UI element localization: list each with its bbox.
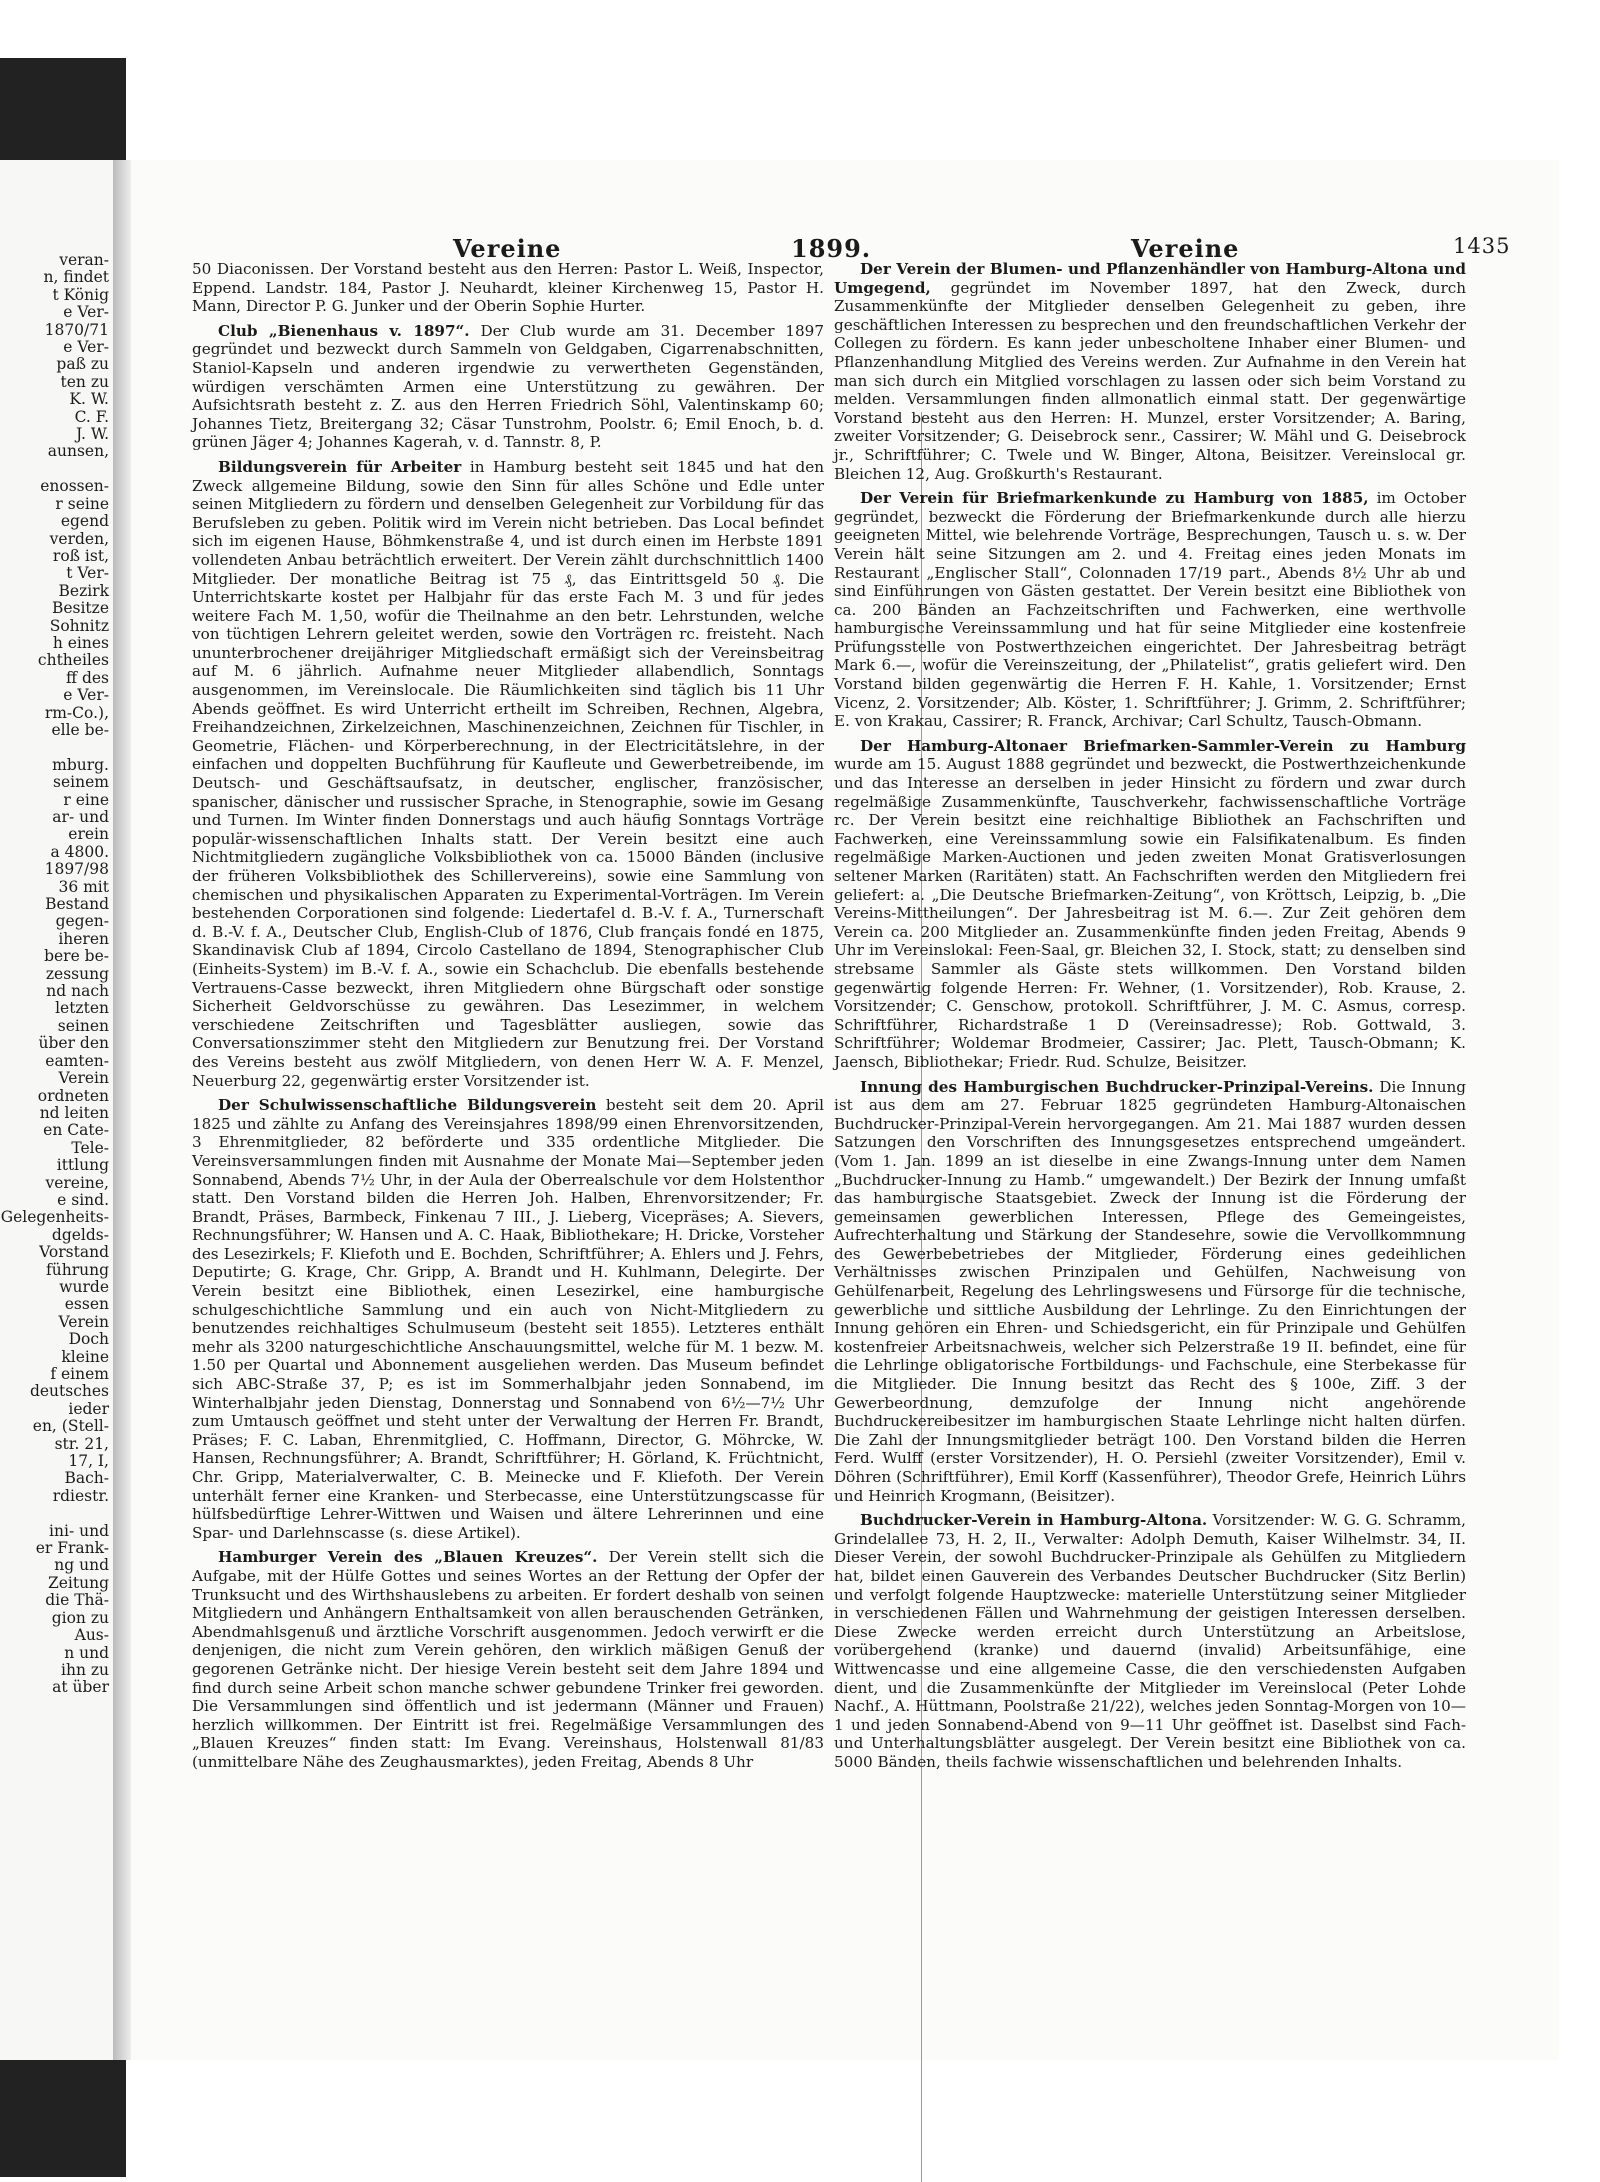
association-description: besteht seit dem 20. April 1825 und zählte zu Anfang des Vereinsjahres 1898/99 einen Ehrenvorsitzenden, 3 Ehrenmitglieder, 82 beförderte und 335 ordentliche Mitglieder. Die Vereinsversammlungen finden mit Ausnahme der Monate Mai—September jeden Sonnabend, Abends 7½ Uhr, in der Aula der Oberrealschule vor dem Holstenthor statt. Den Vorstand bilden die Herren Joh. Halben, Ehrenvorsitzender; Fr. Brandt, Präses, Barmbeck, Finkenau 7 III., J. Lieberg, Vicepräses; A. Sievers, Rechnungsführer; W. Hansen und A. C. Haak, Bibliothekare; H. Dricke, Vorsteher des Lesezirkels; F. Kliefoth und E. Bochden, Schriftführer; A. Ehlers und J. Fehrs, Deputirte; G. Krage, Chr. Gripp, A. Brandt und H. Kuhlmann, Delegirte. Der Verein besitzt eine Bibliothek, einen Lesezirkel, eine hamburgische schulgeschichtliche Sammlung und ein auch von Nicht-Mitgliedern zu benutzendes reichhaltiges Schulmuseum (besteht seit 1855). Letzteres enthält mehr als 3200 naturgeschichtliche Anschauungsmittel, welche für M. 1 bezw. M. 1.50 per Quartal und Abonnement ausgeliehen werden. Das Museum befindet sich ABC-Straße 37, P; es ist im Sommerhalbjahr jeden Sonnabend, im Winterhalbjahr jeden Dienstag, Donnerstag und Sonnabend von 6½—7½ Uhr zum Umtausch geöffnet und steht unter der Verwaltung der Herren Fr. Brandt, Präses; F. C. Laban, Ehrenmitglied, C. Hoffmann, Director, G. Möhrcke, W. Hansen, Rechnungsführer; A. Brandt, Schriftführer; H. Görland, K. Früchtnicht, Chr. Gripp, Materialverwalter, C. B. Meinecke und F. Kliefoth. Der Verein unterhält ferner eine Kranken- und Sterbecasse, eine Unterstützungscasse für hülfsbedürftige Lehrer-Wittwen und Waisen und ältere Lehrerinnen und eine Spar- und Darlehnscasse (s. diese Artikel).: [192, 1096, 825, 1542]
facing-page-line: Bezirk: [58, 581, 109, 600]
association-name: Bildungsverein für Arbeiter: [218, 457, 462, 476]
facing-page-line: chtheiles: [37, 651, 109, 670]
facing-page-line: [0, 461, 113, 478]
header-right-title: Vereine: [1131, 234, 1240, 263]
association-entry-buchdrucker-innung: [834, 1078, 1466, 1506]
facing-page-line: Vorstand: [39, 1243, 109, 1262]
facing-page-line: ar- und: [52, 808, 109, 826]
facing-page-line: Sohnitz: [49, 616, 109, 635]
association-name: Innung des Hamburgischen Buchdrucker-Prinzipal-Vereins.: [860, 1077, 1374, 1096]
facing-page-line: Zeitung: [47, 1573, 109, 1592]
right-text-column: [834, 260, 1466, 1778]
facing-page-line: mburg.: [52, 755, 109, 774]
association-description: Die Innung ist aus dem am 27. Februar 1825 gegründeten Hamburg-Altonaischen Buchdrucker-Prinzipal-Verein hervorgegangen. Am 21. Mai 1887 wurden dessen Satzungen den Vorschriften des Innungsgesetzes entsprechend umgeändert. (Vom 1. Jan. 1899 an ist dieselbe in eine Zwangs-Innung unter dem Namen „Buchdrucker-Innung zu Hamb.“ umgewandelt.) Der Bezirk der Innung umfaßt das hamburgische Staatsgebiet. Zweck der Innung ist die Förderung der gemeinsamen gewerblichen Interessen, Pflege des Gemeingeistes, Aufrechterhaltung und Stärkung der Standesehre, sowie die Vervollkommnung des Gewerbebetriebes der Mitglieder, Förderung eines gedeihlichen Verhältnisses zwischen Prinzipalen und Gehülfen, Nachweisung von Gehülfenarbeit, Regelung des Lehrlingswesens und Fürsorge für die technische, gewerbliche und sittliche Ausbildung der Lehrlinge. Zu den Einrichtungen der Innung gehören ein Ehren- und Schiedsgericht, ein für Prinzipale und Gehülfen kostenfreier Arbeitsnachweis, welcher sich Pelzerstraße 19 II. befindet, eine für die Lehrlinge obligatorische Fortbildungs- und Fachschule, eine Sterbekasse für die Mitglieder. Die Innung besitzt das Recht des § 100e, Ziff. 3 der Gewerbeordnung, demzufolge der Innung nicht angehörende Buchdruckereibesitzer im hamburgischen Staate Lehrlinge nicht halten dürfen. Die Zahl der Innungsmitglieder beträgt 100. Den Vorstand bilden die Herren Ferd. Wulff (erster Vorsitzender), H. O. Persiehl (zweiter Vorsitzender), Emil v. Döhren (Schriftführer), Emil Korff (Kassenführer), Theodor Grefe, Heinrich Lührs und Heinrich Krogmann, (Beisitzer).: [834, 1077, 1466, 1505]
association-name: Der Schulwissenschaftliche Bildungsverein: [218, 1096, 597, 1115]
facing-page-line: n und: [64, 1643, 109, 1662]
facing-page-line: gegen-: [55, 912, 109, 931]
facing-page-line: dgelds-: [51, 1225, 109, 1244]
facing-page-line: elle be-: [51, 720, 109, 739]
facing-page-line: egend: [60, 512, 109, 531]
association-description: in Hamburg besteht seit 1845 und hat den Zweck allgemeine Bildung, sowie den Sinn für alles Schöne und Edle unter seinen Mitgliedern zu fördern und denselben Gelegenheit zur Vorbildung für das Berufsleben zu geben. Politik wird im Verein nicht betrieben. Das Local befindet sich im eigenen Hause, Böhmkenstraße 4, und ist durch einen im Herbste 1891 vollendeten Anbau beträchtlich erweitert. Der Verein zählt durchschnittlich 1400 Mitglieder. Der monatliche Beitrag ist 75 ₰, das Eintrittsgeld 50 ₰. Die Unterrichtskarte kostet per Halbjahr für das erste Fach M. 3 und für jedes weitere Fach M. 1,50, wofür die Theilnahme an den betr. Lehrstunden, welche von tüchtigen Lehrern geleitet werden, sowie den Vorträgen rc. freisteht. Nach ununterbrochener dreijähriger Mitgliedschaft ermäßigt sich der Vereinsbeitrag auf M. 6 jährlich. Aufnahme neuer Mitglieder allabendlich, Sonntags ausgenommen, im Vereinslocale. Die Räumlichkeiten sind täglich bis 11 Uhr Abends geöffnet. Es wird Unterricht ertheilt im Schreiben, Rechnen, Algebra, Freihandzeichnen, Zirkelzeichnen, Maschinenzeichnen, Zeichnen für Tischler, in Geometrie, Flächen- und Körperberechnung, in der Electricitätslehre, in der einfachen und doppelten Buchführung für Kaufleute und Gewerbetreibende, im Deutsch- und Geschäftsaufsatz, in deutscher, englischer, französischer, spanischer, dänischer und russischer Sprache, in Stenographie, sowie im Gesang und Turnen. Im Winter finden Donnerstags und auch häufig Sonntags Vorträge populär-wissenschaftlichen Inhalts statt. Der Verein besitzt eine auch Nichtmitgliedern zugängliche Volksbibliothek von ca. 15000 Bänden (inclusive der früheren Volksbibliothek des Schillervereins), sowie eine Sammlung von chemischen und physikalischen Apparaten zu Experimental-Vorträgen. Im Verein bestehenden Corporationen sind folgende: Liedertafel d. B.-V. f. A., Turnerschaft d. B.-V. f. A., Deutscher Club, English-Club of 1876, Club français fondé en 1875, Skandinavisk Club af 1894, Circolo Castellano de 1894, Stenographischer Club (Einheits-System) im B.-V. f. A., sowie ein Schachclub. Die ebenfalls bestehende Vertrauens-Casse bezweckt, ihren Mitgliedern ohne Bürgschaft oder sonstige Sicherheit Geldvorschüsse zu gewähren. Das Lesezimmer, in welchem verschiedene Zeitschriften und Tagesblätter ausliegen, sowie das Conversationszimmer steht den Mitgliedern zur Benutzung frei. Der Vorstand des Vereins besteht aus zwölf Mitgliedern, von denen Herr W. A. F. Menzel, Neuerburg 22, gegenwärtig erster Vorsitzender ist.: [192, 457, 824, 1090]
association-description: Vorsitzender: W. G. G. Schramm, Grindelallee 73, H. 2, II., Verwalter: Adolph Demuth, Kaiser Wilhelmstr. 34, II. Dieser Verein, der sowohl Buchdrucker-Prinzipale als Gehülfen zu Mitgliedern hat, bildet einen Gauverein des Verbandes Deutscher Buchdrucker (Sitz Berlin) und verfolgt folgende Hauptzwecke: materielle Unterstützung seiner Mitglieder in verschiedenen Fällen und Wahrnehmung der geistigen Interessen derselben. Diese Zwecke werden erreicht durch Unterstützung an Arbeitslose, vorübergehend (kranke) und dauernd (invalid) Arbeitsunfähige, eine Wittwencasse und eine allgemeine Casse, die den verschiedensten Aufgaben dient, und die Zusammenkünfte der Mitglieder im Vereinslocal (Peter Lohde Nachf., A. Hüttmann, Poolstraße 21/22), welches jeden Sonntag-Morgen von 10—1 und jeden Sonnabend-Abend von 9—11 Uhr geöffnet ist. Daselbst sind Fach- und Unterhaltungsblätter ausgelegt. Der Verein besitzt eine Bibliothek von ca. 5000 Bänden, theils fachwie wissenschaftlichen und belehrenden Inhalts.: [834, 1511, 1467, 1771]
facing-page-line: t Ver-: [66, 564, 109, 583]
association-name: Hamburger Verein des „Blauen Kreuzes“.: [218, 1548, 598, 1567]
facing-page-line: 1897/98: [44, 860, 109, 879]
facing-page-line: at über: [52, 1678, 109, 1697]
facing-page-line: über den: [38, 1034, 109, 1053]
facing-page-line: enossen-: [40, 477, 109, 496]
facing-page-line: nd nach: [46, 982, 109, 1001]
facing-page-line: bere be-: [44, 947, 109, 966]
facing-page-line: Verein: [58, 1069, 109, 1088]
association-name: Buchdrucker-Verein in Hamburg-Altona.: [860, 1511, 1208, 1530]
facing-page-fragment: [0, 160, 113, 2060]
facing-page-line: kleine: [61, 1347, 109, 1366]
facing-page-line: ordneten: [37, 1086, 109, 1105]
facing-page-line: ten zu: [60, 372, 109, 391]
facing-page-line: Bach-: [64, 1469, 109, 1488]
facing-page-line: letzten: [55, 999, 109, 1018]
association-entry-diakonissen-cont: [192, 260, 824, 316]
facing-page-line: veran-: [59, 251, 109, 269]
facing-page-line: J. W.: [75, 425, 109, 444]
association-name: Der Verein der Blumen- und Pflanzenhändler von Hamburg-Altona und Umgegend,: [834, 260, 1466, 297]
facing-page-line: nd leiten: [39, 1103, 109, 1122]
association-entry-buchdrucker-verein: [834, 1511, 1466, 1771]
facing-page-line: aunsen,: [47, 442, 109, 461]
scan-top-margin: [0, 0, 1600, 58]
facing-page-line: f einem: [50, 1365, 109, 1383]
page-gutter: [113, 160, 131, 2060]
facing-page-line: essen: [64, 1295, 109, 1314]
facing-page-line: ff des: [66, 668, 109, 687]
facing-page-line: en Cate-: [43, 1121, 109, 1140]
header-year: 1899.: [791, 234, 872, 263]
facing-page-line: gion zu: [51, 1608, 109, 1627]
facing-page-line: roß ist,: [52, 546, 109, 565]
association-entry-bildungsverein: [192, 458, 824, 1090]
facing-page-line: wurde: [59, 1277, 109, 1296]
facing-page-line: Bestand: [45, 895, 109, 914]
facing-page-line: C. F.: [74, 407, 109, 426]
facing-page-line: ini- und: [49, 1521, 109, 1540]
facing-page-line: r seine: [55, 494, 109, 513]
association-entry-blumenhaendler: [834, 260, 1466, 483]
facing-page-line: K. W.: [69, 390, 109, 409]
facing-page-line: seinem: [53, 773, 109, 792]
facing-page-line: [0, 739, 113, 756]
facing-page-line: eamten-: [45, 1051, 109, 1070]
facing-page-line: ittlung: [56, 1156, 109, 1175]
facing-page-line: a 4800.: [50, 842, 109, 861]
association-description: gegründet im November 1897, hat den Zweck, durch Zusammenkünfte der Mitglieder denselben Gelegenheit zu geben, ihre geschäftlichen Interessen zu besprechen und den freundschaftlichen Verkehr der Collegen zu fördern. Es kann jeder unbescholtene Inhaber einer Blumen- und Pflanzenhandlung Mitglied des Vereins werden. Zur Aufnahme in den Verein hat man sich durch ein Mitglied vorschlagen zu lassen oder sich beim Vorstand zu melden. Versammlungen finden allmonatlich einmal statt. Der gegenwärtige Vorstand besteht aus den Herren: H. Munzel, erster Vorsitzender; A. Baring, zweiter Vorsitzender; G. Deisebrock senr., Cassirer; W. Mähl und G. Deisebrock jr., Schriftführer; C. Twele und W. Binger, Altona, Beisitzer. Vereinslocal gr. Bleichen 12, Aug. Großkurth's Restaurant.: [834, 278, 1467, 483]
association-description: 50 Diaconissen. Der Vorstand besteht aus den Herren: Pastor L. Weiß, Inspector, Eppend. Landstr. 184, Pastor J. Neuhardt, kleiner Kirchenweg 15, Pastor H. Mann, Director P. G. Junker und der Oberin Sophie Hurter.: [192, 260, 824, 316]
facing-page-line: 36 mit: [58, 877, 109, 896]
facing-page-line: 1870/71: [44, 320, 109, 339]
association-entry-briefmarken-sammler: [834, 737, 1466, 1072]
association-name: Der Verein für Briefmarkenkunde zu Hamburg von 1885,: [860, 489, 1369, 508]
facing-page-line: rdiestr.: [52, 1486, 109, 1505]
facing-page-line: ihn zu: [61, 1660, 109, 1679]
left-text-column: [192, 260, 824, 1778]
facing-page-line: Doch: [68, 1330, 109, 1349]
facing-page-line: ng und: [54, 1556, 109, 1575]
facing-page-line: t König: [52, 285, 109, 304]
association-name: Club „Bienenhaus v. 1897“.: [218, 321, 470, 340]
facing-page-line: Besitze: [51, 599, 109, 618]
facing-page-line: deutsches: [29, 1382, 109, 1401]
facing-page-line: seinen: [57, 1016, 109, 1035]
facing-page-line: e sind.: [57, 1190, 109, 1209]
association-entry-blaues-kreuz: [192, 1548, 824, 1771]
header-left-title: Vereine: [453, 234, 562, 263]
facing-page-line: e Ver-: [63, 686, 109, 705]
facing-page-line: ieder: [68, 1399, 109, 1418]
facing-page-line: vereine,: [45, 1173, 109, 1192]
facing-page-line: zessung: [45, 964, 109, 983]
association-entry-briefmarkenkunde: [834, 489, 1466, 731]
facing-page-line: en, (Stell-: [32, 1417, 109, 1436]
facing-page-line: 17, I,: [68, 1452, 109, 1471]
association-entry-bienenhaus: [192, 322, 824, 452]
facing-page-line: e Ver-: [63, 303, 109, 322]
association-description: Der Verein stellt sich die Aufgabe, mit der Hülfe Gottes und seines Wortes an der Rettung der Opfer der Trunksucht und des Wirthshauslebens zu arbeiten. Er fordert deshalb von seinen Mitgliedern und Anhängern Enthaltsamkeit von allen berauschenden Getränken, Abendmahlsgenuß und ärztliche Vorschrift ausgenommen. Jedoch verwirft er die denjenigen, die nicht zum Verein gehören, den wirklich mäßigen Genuß der gegorenen Getränke nicht. Der hiesige Verein besteht seit dem Jahre 1894 und find durch seine Arbeit schon manche schwer gebundene Trinker frei geworden. Die Versammlungen sind öffentlich und ist jedermann (Männer und Frauen) herzlich willkommen. Der Eintritt ist frei. Regelmäßige Versammlungen des „Blauen Kreuzes“ finden statt: Im Evang. Vereinshaus, Holstenwall 81/83 (unmittelbare Nähe des Zeughausmarktes), jeden Freitag, Abends 8 Uhr: [192, 1548, 824, 1771]
facing-page-line: str. 21,: [54, 1434, 109, 1453]
association-entry-schulwissenschaftlich: [192, 1096, 824, 1542]
facing-page-line: [0, 1505, 113, 1522]
facing-page-line: Gelegenheits-: [0, 1208, 109, 1227]
facing-page-line: Verein: [58, 1312, 109, 1331]
facing-page-line: paß zu: [56, 355, 109, 374]
facing-page-line: h eines: [52, 633, 109, 652]
page-number: 1435: [1453, 234, 1511, 258]
facing-page-line: iheren: [58, 929, 109, 948]
facing-page-line: n, findet: [43, 268, 109, 287]
facing-page-line: die Thä-: [45, 1591, 109, 1610]
facing-page-line: Aus-: [74, 1626, 109, 1645]
association-description: Der Club wurde am 31. December 1897 gegründet und bezweckt durch Sammeln von Geldgaben, Cigarrenabschnitten, Staniol-Kapseln und anderen irgendwie zu verwertheten Gegenständen, würdigen verschämten Armen eine Unterstützung zu gewähren. Der Aufsichtsrath besteht z. Z. aus den Herren Friedrich Söhl, Valentinskamp 60; Johannes Tietz, Breitergang 32; Cäsar Tunstrohm, Poolstr. 6; Emil Enoch, b. d. grünen Jäger 4; Johannes Kagerah, v. d. Tannstr. 8, P.: [192, 321, 825, 452]
association-name: Der Hamburg-Altonaer Briefmarken-Sammler-Verein zu Hamburg: [860, 736, 1466, 755]
association-description: im October gegründet, bezweckt die Förderung der Briefmarkenkunde durch alle hierzu geeigneten Mittel, wie belehrende Vorträge, Besprechungen, Tausch u. s. w. Der Verein hält seine Sitzungen am 2. und 4. Freitag eines jeden Monats im Restaurant „Englischer Stall“, Colonnaden 17/19 part., Abends 8½ Uhr ab und sind Einführungen von Gästen gestattet. Der Verein besitzt eine Bibliothek von ca. 200 Bänden an Fachzeitschriften und Fachwerken, eine werthvolle hamburgische Vereinssammlung und hat für seine Mitglieder eine kostenfreie Prüfungsstelle von Postwerthzeichen eingerichtet. Der Jahresbeitrag beträgt Mark 6.—, wofür die Vereinszeitung, der „Philatelist“, gratis geliefert wird. Den Vorstand bilden gegenwärtig die Herren F. H. Kahle, 1. Vorsitzender; Ernst Vicenz, 2. Vorsitzender; Alb. Köster, 1. Schriftführer; J. Grimm, 2. Schriftführer; E. von Krakau, Cassirer; R. Franck, Archivar; Carl Schultz, Tausch-Obmann.: [834, 489, 1466, 731]
facing-page-line: erein: [68, 825, 109, 844]
facing-page-line: Tele-: [71, 1138, 109, 1157]
facing-page-line: er Frank-: [35, 1539, 109, 1558]
facing-page-line: verden,: [49, 529, 109, 548]
document-page: [131, 160, 1559, 2060]
facing-page-line: rm-Co.),: [44, 703, 109, 722]
facing-page-line: r eine: [63, 790, 109, 809]
facing-page-line: führung: [46, 1260, 109, 1279]
facing-page-line: e Ver-: [63, 338, 109, 357]
association-description: wurde am 15. August 1888 gegründet und bezweckt, die Postwerthzeichenkunde und das Interesse an derselben in jeder Hinsicht zu fördern und zwar durch regelmäßige Zusammenkünfte, Tauschverkehr, fachwissenschaftliche Vorträge rc. Der Verein besitzt eine reichhaltige Bibliothek an Fachschriften und Fachwerken, eine Vereinssammlung sowie ein Falsifikatenalbum. Es finden regelmäßige Marken-Auctionen und jeden zweiten Monat Gratisverlosungen seltener Marken (Raritäten) statt. An Fachschriften werden den Mitgliedern frei geliefert: a. „Die Deutsche Briefmarken-Zeitung“, von Kröttsch, Leipzig, b. „Die Vereins-Mittheilungen“. Der Jahresbeitrag ist M. 6.—. Zur Zeit gehören dem Verein ca. 200 Mitglieder an. Zusammenkünfte finden jeden Freitag, Abends 9 Uhr im Vereinslokal: Feen-Saal, gr. Bleichen 32, I. Stock, statt; zu denselben sind strebsame Sammler als Gäste stets willkommen. Den Vorstand bilden gegenwärtig folgende Herren: Fr. Wehner, (1. Vorsitzender), Rob. Krause, 2. Vorsitzender; C. Genschow, protokoll. Schriftführer, J. M. C. Asmus, corresp. Schriftführer, Richardstraße 1 D (Vereinsadresse); Rob. Gottwald, 3. Schriftführer; Woldemar Brodmeier, Cassirer; Jac. Plett, Tausch-Obmann; K. Jaensch, Bibliothekar; Friedr. Rud. Schulze, Beisitzer.: [834, 755, 1466, 1071]
